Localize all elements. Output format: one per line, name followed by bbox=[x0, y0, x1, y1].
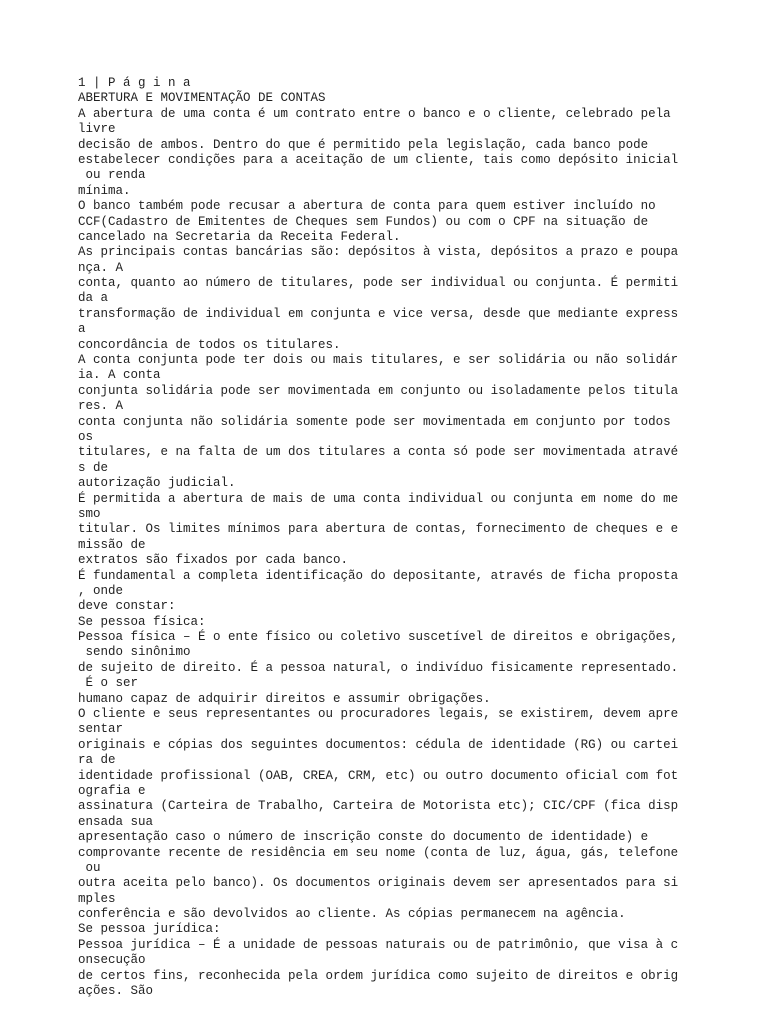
page-number-header: 1 | P á g i n a bbox=[78, 76, 191, 90]
text-line: O banco também pode recusar a abertura de conta para quem estiver incluído no bbox=[78, 199, 656, 214]
text-line: Se pessoa física: bbox=[78, 614, 206, 629]
text-line: nça. A bbox=[78, 260, 124, 275]
text-line: É permitida a abertura de mais de uma conta individual ou conjunta em nome do me bbox=[78, 491, 679, 506]
text-line: CCF(Cadastro de Emitentes de Cheques sem Fundos) ou com o CPF na situação de bbox=[78, 214, 649, 229]
text-line: assinatura (Carteira de Trabalho, Carteira de Motorista etc); CIC/CPF (fica disp bbox=[78, 799, 679, 814]
text-line: A abertura de uma conta é um contrato entre o banco e o cliente, celebrado pela bbox=[78, 106, 671, 121]
text-line: conta conjunta não solidária somente pode ser movimentada em conjunto por todos bbox=[78, 414, 671, 429]
text-line: estabelecer condições para a aceitação de um cliente, tais como depósito inicial bbox=[78, 152, 679, 167]
text-line: conferência e são devolvidos ao cliente. As cópias permanecem na agência. bbox=[78, 907, 626, 922]
text-line: sendo sinônimo bbox=[78, 645, 191, 660]
document-text bbox=[78, 76, 758, 999]
text-line: extratos são fixados por cada banco. bbox=[78, 553, 349, 568]
text-line: titular. Os limites mínimos para abertura de contas, fornecimento de cheques e e bbox=[78, 522, 679, 537]
text-line: originais e cópias dos seguintes documentos: cédula de identidade (RG) ou cartei bbox=[78, 737, 679, 752]
text-line: smo bbox=[78, 506, 101, 521]
text-line: apresentação caso o número de inscrição conste do documento de identidade) e bbox=[78, 830, 649, 845]
text-line: Pessoa jurídica – É a unidade de pessoas naturais ou de patrimônio, que visa à c bbox=[78, 937, 679, 952]
text-line: É fundamental a completa identificação do depositante, através de ficha proposta bbox=[78, 568, 679, 583]
text-line: deve constar: bbox=[78, 599, 176, 614]
text-line: de sujeito de direito. É a pessoa natural, o indivíduo fisicamente representado. bbox=[78, 660, 679, 675]
text-line: O cliente e seus representantes ou procuradores legais, se existirem, devem apre bbox=[78, 707, 679, 722]
text-line: ia. A conta bbox=[78, 368, 161, 383]
text-line: os bbox=[78, 429, 94, 444]
text-line: identidade profissional (OAB, CREA, CRM, etc) ou outro documento oficial com fot bbox=[78, 768, 679, 783]
text-line: missão de bbox=[78, 537, 146, 552]
text-line: mples bbox=[78, 891, 116, 906]
text-line: conta, quanto ao número de titulares, pode ser individual ou conjunta. É permiti bbox=[78, 276, 679, 291]
text-line: A conta conjunta pode ter dois ou mais titulares, e ser solidária ou não solidár bbox=[78, 353, 679, 368]
text-line: ensada sua bbox=[78, 814, 154, 829]
text-line: sentar bbox=[78, 722, 124, 737]
text-line: É o ser bbox=[78, 676, 139, 691]
text-line: ra de bbox=[78, 753, 116, 768]
text-line: mínima. bbox=[78, 183, 131, 198]
document-title: ABERTURA E MOVIMENTAÇÃO DE CONTAS bbox=[78, 91, 326, 106]
text-line: ou renda bbox=[78, 168, 146, 183]
text-line: ações. São bbox=[78, 984, 154, 999]
text-line: , onde bbox=[78, 583, 124, 598]
text-line: onsecução bbox=[78, 953, 146, 968]
text-line: a bbox=[78, 322, 86, 337]
text-line: conjunta solidária pode ser movimentada em conjunto ou isoladamente pelos titula bbox=[78, 383, 679, 398]
text-line: autorização judicial. bbox=[78, 476, 236, 491]
text-line: ografia e bbox=[78, 783, 146, 798]
text-line: Se pessoa jurídica: bbox=[78, 922, 221, 937]
text-line: s de bbox=[78, 460, 109, 475]
text-line: transformação de individual em conjunta e vice versa, desde que mediante express bbox=[78, 306, 679, 321]
text-line: comprovante recente de residência em seu nome (conta de luz, água, gás, telefone bbox=[78, 845, 679, 860]
text-line: de certos fins, reconhecida pela ordem jurídica como sujeito de direitos e obrig bbox=[78, 968, 679, 983]
text-line: ou bbox=[78, 860, 101, 875]
text-line: cancelado na Secretaria da Receita Federal. bbox=[78, 229, 401, 244]
text-line: res. A bbox=[78, 399, 124, 414]
text-line: Pessoa física – É o ente físico ou coletivo suscetível de direitos e obrigações, bbox=[78, 630, 679, 645]
text-line: da a bbox=[78, 291, 109, 306]
text-line: outra aceita pelo banco). Os documentos originais devem ser apresentados para si bbox=[78, 876, 679, 891]
text-line: titulares, e na falta de um dos titulares a conta só pode ser movimentada atravé bbox=[78, 445, 679, 460]
text-line: decisão de ambos. Dentro do que é permitido pela legislação, cada banco pode bbox=[78, 137, 649, 152]
text-line: concordância de todos os titulares. bbox=[78, 337, 341, 352]
text-line: livre bbox=[78, 122, 116, 137]
text-line: humano capaz de adquirir direitos e assumir obrigações. bbox=[78, 691, 491, 706]
text-line: As principais contas bancárias são: depósitos à vista, depósitos a prazo e poupa bbox=[78, 245, 679, 260]
